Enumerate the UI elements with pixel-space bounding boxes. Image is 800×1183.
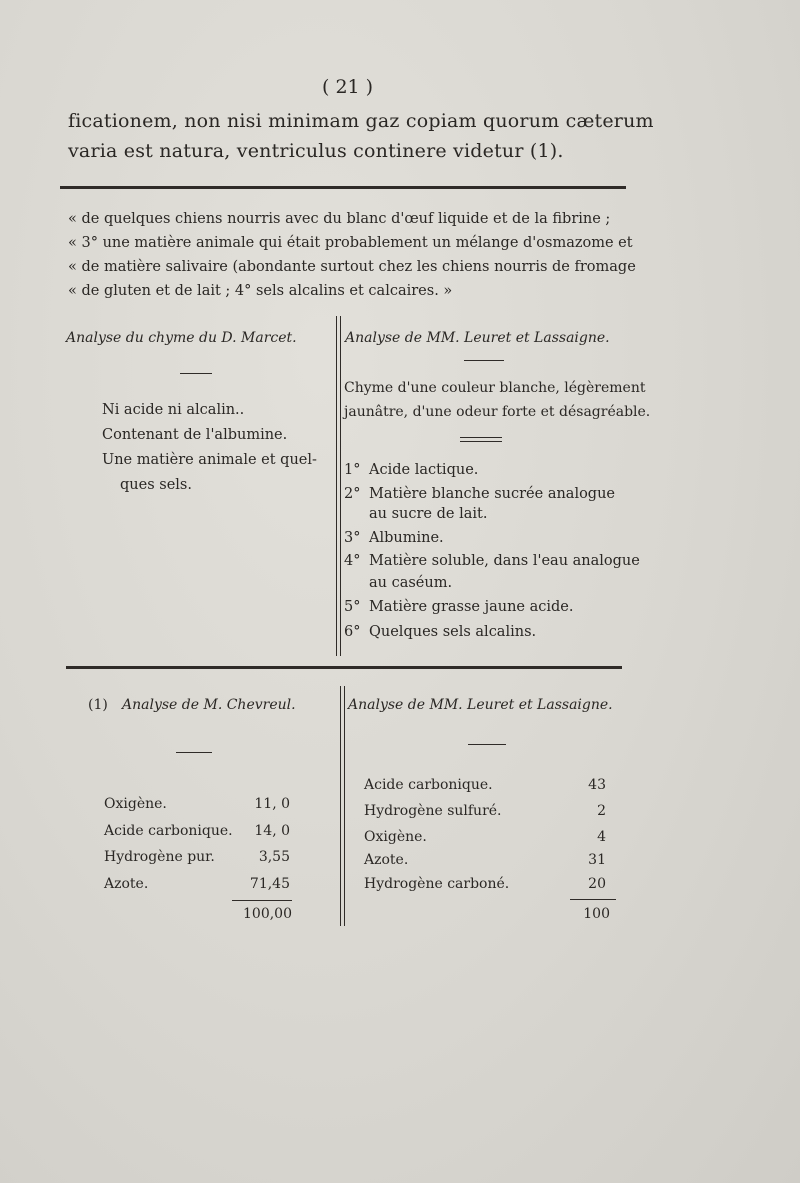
table2-right-value: 43 — [588, 777, 606, 793]
table2-left-value: 71,45 — [249, 876, 290, 892]
table1-right-item: Acide lactique. — [369, 462, 479, 478]
page-number: ( 21 ) — [322, 76, 374, 98]
title-rule — [180, 373, 212, 374]
table2-left-name: Oxigène. — [104, 796, 167, 812]
table1-right-item: Quelques sels alcalins. — [369, 624, 537, 640]
table1-right-item: Matière grasse jaune acide. — [369, 599, 574, 615]
table1-left-item: Contenant de l'albumine. — [102, 427, 288, 443]
table2-right-name: Azote. — [364, 852, 409, 868]
quote-line-4: « de gluten et de lait ; 4° sels alcalins et calcaires. » — [68, 283, 453, 299]
table1-right-label: 1° — [344, 462, 361, 478]
table2-left-total: 100,00 — [243, 906, 292, 922]
table2-right-name: Hydrogène sulfuré. — [364, 803, 502, 819]
table1-right-item: au caséum. — [369, 575, 453, 591]
title-rule — [176, 752, 212, 753]
title-rule — [468, 744, 506, 745]
table2-right-name: Oxigène. — [364, 829, 427, 845]
column-divider — [344, 686, 345, 926]
quote-line-1: « de quelques chiens nourris avec du blanc d'œuf liquide et de la fibrine ; — [68, 211, 611, 227]
table2-left-value: 3,55 — [258, 849, 290, 865]
table1-right-desc: jaunâtre, d'une odeur forte et désagréable. — [344, 404, 651, 420]
table1-left-item: ques sels. — [120, 477, 192, 493]
column-divider — [340, 316, 341, 656]
table2-right-value: 20 — [588, 876, 606, 892]
column-divider — [340, 686, 341, 926]
footnote-marker: (1) — [88, 697, 108, 713]
quote-line-3: « de matière salivaire (abondante surtout chez les chiens nourris de fromage — [68, 259, 636, 275]
table1-left-title: Analyse du chyme du D. Marcet. — [66, 330, 297, 346]
table2-right-total: 100 — [583, 906, 610, 922]
table1-left-item: Une matière animale et quel- — [102, 452, 317, 468]
table2-right-name: Acide carbonique. — [364, 777, 493, 793]
sum-rule — [232, 900, 292, 901]
table2-right-name: Hydrogène carboné. — [364, 876, 510, 892]
table2-right-value: 31 — [588, 852, 606, 868]
quote-line-2: « 3° une matière animale qui était probablement un mélange d'osmazome et — [68, 235, 633, 251]
table2-left-title: Analyse de M. Chevreul. — [122, 697, 296, 713]
column-divider — [336, 316, 337, 656]
section-rule — [60, 186, 626, 189]
body-line-2: varia est natura, ventriculus continere videtur (1). — [68, 140, 564, 162]
table1-right-title: Analyse de MM. Leuret et Lassaigne. — [345, 330, 610, 346]
table1-right-item: Matière soluble, dans l'eau analogue — [369, 553, 640, 569]
table1-right-desc: Chyme d'une couleur blanche, légèrement — [344, 380, 646, 396]
table1-right-item: au sucre de lait. — [369, 506, 488, 522]
table1-right-item: Matière blanche sucrée analogue — [369, 486, 616, 502]
table2-left-value: 11, 0 — [254, 796, 290, 812]
sum-rule — [570, 899, 616, 900]
table1-right-label: 6° — [344, 624, 361, 640]
table2-left-value: 14, 0 — [254, 823, 290, 839]
section-rule — [66, 666, 622, 669]
table1-right-label: 3° — [344, 530, 361, 546]
table1-right-label: 2° — [344, 486, 361, 502]
body-line-1: ficationem, non nisi minimam gaz copiam quorum cæterum — [68, 110, 654, 132]
table2-right-title: Analyse de MM. Leuret et Lassaigne. — [348, 697, 613, 713]
table2-left-name: Acide carbonique. — [104, 823, 233, 839]
double-rule — [460, 441, 502, 442]
table2-right-value: 2 — [597, 803, 606, 819]
table2-left-name: Hydrogène pur. — [104, 849, 215, 865]
double-rule — [460, 437, 502, 438]
table1-right-label: 5° — [344, 599, 361, 615]
title-rule — [464, 360, 504, 361]
table1-left-item: Ni acide ni alcalin.. — [102, 402, 245, 418]
table1-right-item: Albumine. — [369, 530, 444, 546]
table2-right-value: 4 — [597, 829, 606, 845]
table2-left-name: Azote. — [104, 876, 149, 892]
table1-right-label: 4° — [344, 553, 361, 569]
